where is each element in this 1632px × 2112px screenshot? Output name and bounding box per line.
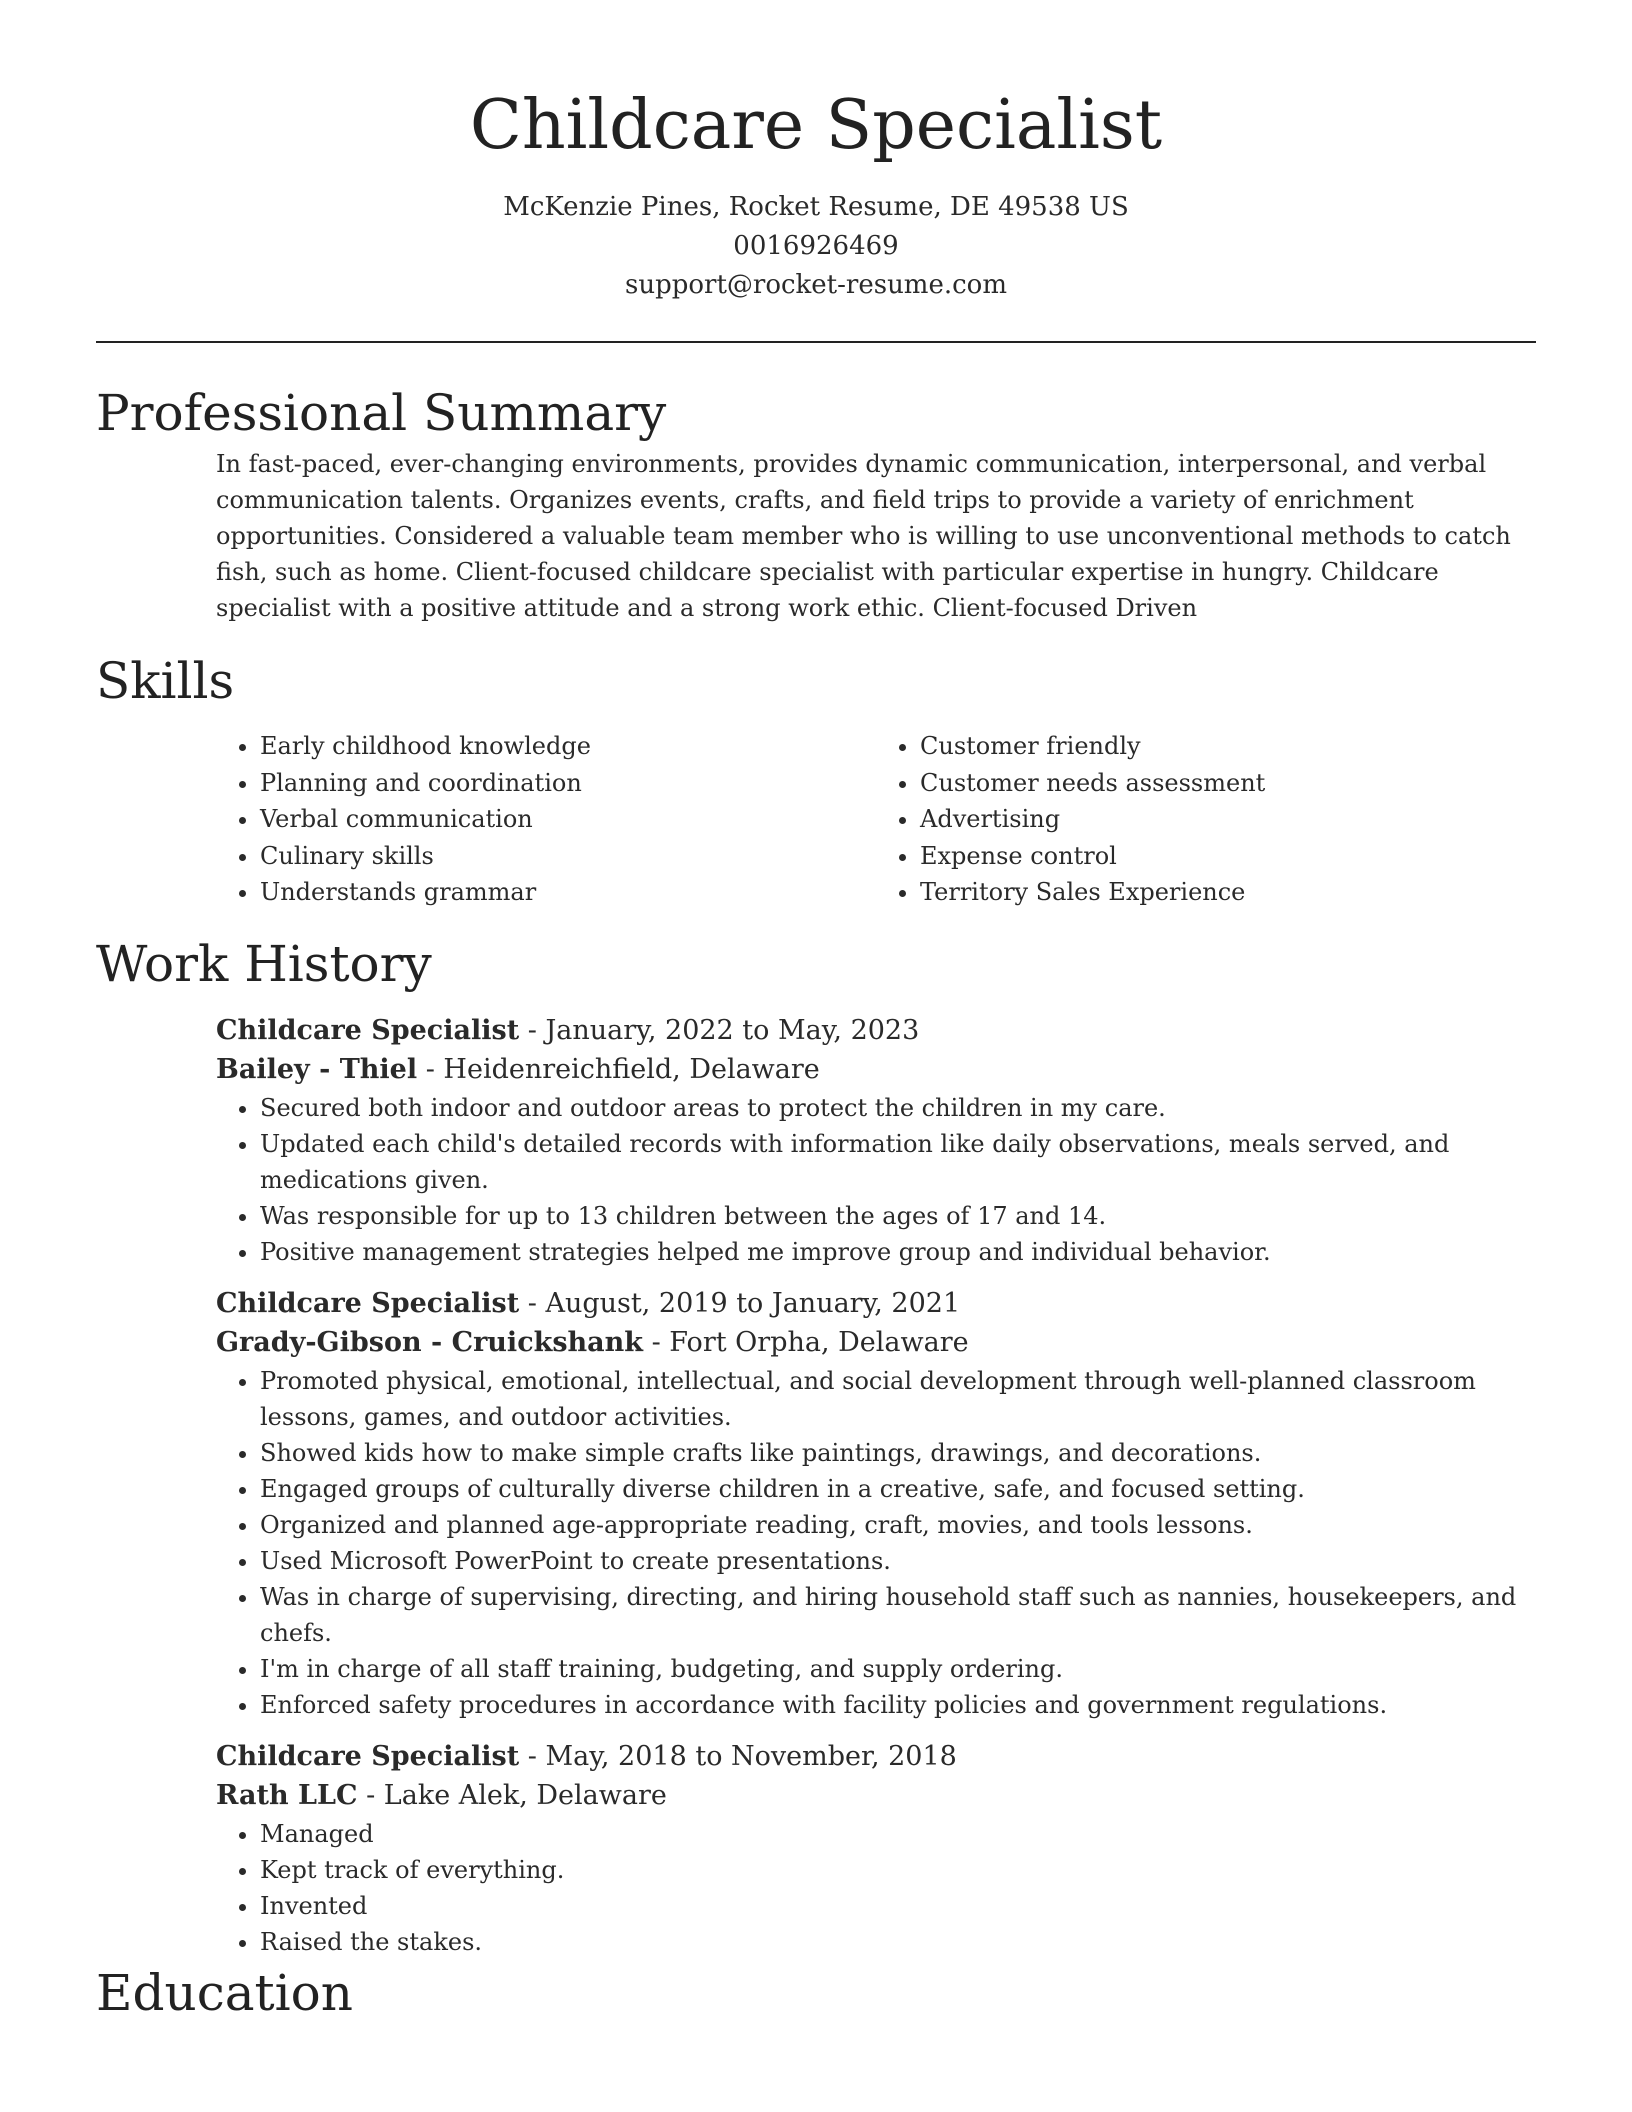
skill-item: • Customer needs assessment xyxy=(920,765,1536,802)
job-bullet: • Was responsible for up to 13 children between the ages of 17 and 14. xyxy=(260,1198,1540,1234)
contact-address: McKenzie Pines, Rocket Resume, DE 49538 US xyxy=(503,192,1129,222)
job-bullets xyxy=(216,1816,1540,1960)
job-title-line xyxy=(216,1011,1536,1051)
job-bullet: • Was in charge of supervising, directing, and hiring household staff such as nannies, housekeepers, and chefs. xyxy=(260,1579,1540,1651)
job-entry xyxy=(216,1284,1536,1723)
candidate-name: Childcare Specialist xyxy=(469,86,1163,165)
job-dates: - August, 2019 to January, 2021 xyxy=(519,1287,961,1319)
contact-email: support@rocket-resume.com xyxy=(624,270,1007,300)
job-bullet: • Secured both indoor and outdoor areas to protect the children in my care. xyxy=(260,1090,1540,1126)
job-bullet: • Showed kids how to make simple crafts like paintings, drawings, and decorations. xyxy=(260,1435,1540,1471)
skill-item: • Understands grammar xyxy=(260,874,876,911)
job-entry xyxy=(216,1011,1536,1270)
job-location: - Lake Alek, Delaware xyxy=(357,1780,667,1811)
skills-grid xyxy=(216,728,1536,911)
job-dates: - May, 2018 to November, 2018 xyxy=(519,1740,957,1772)
skills-column-left xyxy=(216,728,876,911)
job-location: - Fort Orpha, Delaware xyxy=(643,1327,969,1358)
work-history-section xyxy=(96,931,1536,1960)
education-section xyxy=(96,1960,1536,2026)
job-company: Grady-Gibson - Cruickshank xyxy=(216,1327,644,1358)
summary-section xyxy=(96,380,1536,626)
work-history-heading: Work History xyxy=(96,934,432,993)
education-heading: Education xyxy=(96,1963,353,2022)
resume-header xyxy=(96,82,1536,305)
job-dates: - January, 2022 to May, 2023 xyxy=(519,1014,920,1046)
job-bullet: • I'm in charge of all staff training, budgeting, and supply ordering. xyxy=(260,1651,1540,1687)
job-bullet: • Organized and planned age-appropriate reading, craft, movies, and tools lessons. xyxy=(260,1507,1540,1543)
job-company-line xyxy=(216,1323,1536,1363)
job-title: Childcare Specialist xyxy=(216,1287,520,1319)
job-bullet: • Invented xyxy=(260,1888,1540,1924)
resume-body xyxy=(96,380,1536,2026)
job-title: Childcare Specialist xyxy=(216,1014,520,1046)
summary-heading: Professional Summary xyxy=(96,384,667,442)
skills-heading: Skills xyxy=(96,652,235,710)
skill-item: • Early childhood knowledge xyxy=(260,728,876,765)
job-bullet: • Managed xyxy=(260,1816,1540,1852)
job-company-line xyxy=(216,1050,1536,1090)
job-location: - Heidenreichfield, Delaware xyxy=(417,1054,820,1085)
job-bullet: • Raised the stakes. xyxy=(260,1924,1540,1960)
job-bullet: • Promoted physical, emotional, intellectual, and social development through well-planned classroom lessons, games, and outdoor activities. xyxy=(260,1363,1540,1435)
skill-item: • Territory Sales Experience xyxy=(920,874,1536,911)
header-divider xyxy=(96,341,1536,343)
contact-phone: 0016926469 xyxy=(733,231,899,261)
job-bullets xyxy=(216,1363,1540,1723)
job-bullet: • Positive management strategies helped me improve group and individual behavior. xyxy=(260,1234,1540,1270)
skill-item: • Culinary skills xyxy=(260,838,876,875)
job-bullet: • Updated each child's detailed records with information like daily observations, meals served, and medications given. xyxy=(260,1126,1540,1198)
skill-item: • Expense control xyxy=(920,838,1536,875)
skill-item: • Planning and coordination xyxy=(260,765,876,802)
job-title-line xyxy=(216,1737,1536,1777)
job-title: Childcare Specialist xyxy=(216,1740,520,1772)
job-entry xyxy=(216,1737,1536,1960)
summary-text: In fast-paced, ever-changing environments, provides dynamic communication, interpersonal, and verbal communication talents. Organizes events, crafts, and field trips to provide a variety of enrichment opportunities. Considered a valuable team member who is willing to use unconventional methods to catch fish, such as home. Client-focused childcare specialist with particular expertise in hungry. Childcare specialist with a positive attitude and a strong work ethic. Client-focused Driven xyxy=(216,450,1511,622)
job-bullet: • Engaged groups of culturally diverse children in a creative, safe, and focused setting. xyxy=(260,1471,1540,1507)
job-bullets xyxy=(216,1090,1540,1270)
skill-item: • Advertising xyxy=(920,801,1536,838)
job-title-line xyxy=(216,1284,1536,1324)
skill-item: • Verbal communication xyxy=(260,801,876,838)
skills-column-right xyxy=(876,728,1536,911)
job-company: Rath LLC xyxy=(216,1780,358,1811)
skill-item: • Customer friendly xyxy=(920,728,1536,765)
job-company-line xyxy=(216,1776,1536,1816)
job-bullet: • Kept track of everything. xyxy=(260,1852,1540,1888)
skills-section xyxy=(96,648,1536,911)
job-bullet: • Enforced safety procedures in accordance with facility policies and government regulations. xyxy=(260,1687,1540,1723)
job-company: Bailey - Thiel xyxy=(216,1054,418,1085)
job-bullet: • Used Microsoft PowerPoint to create presentations. xyxy=(260,1543,1540,1579)
